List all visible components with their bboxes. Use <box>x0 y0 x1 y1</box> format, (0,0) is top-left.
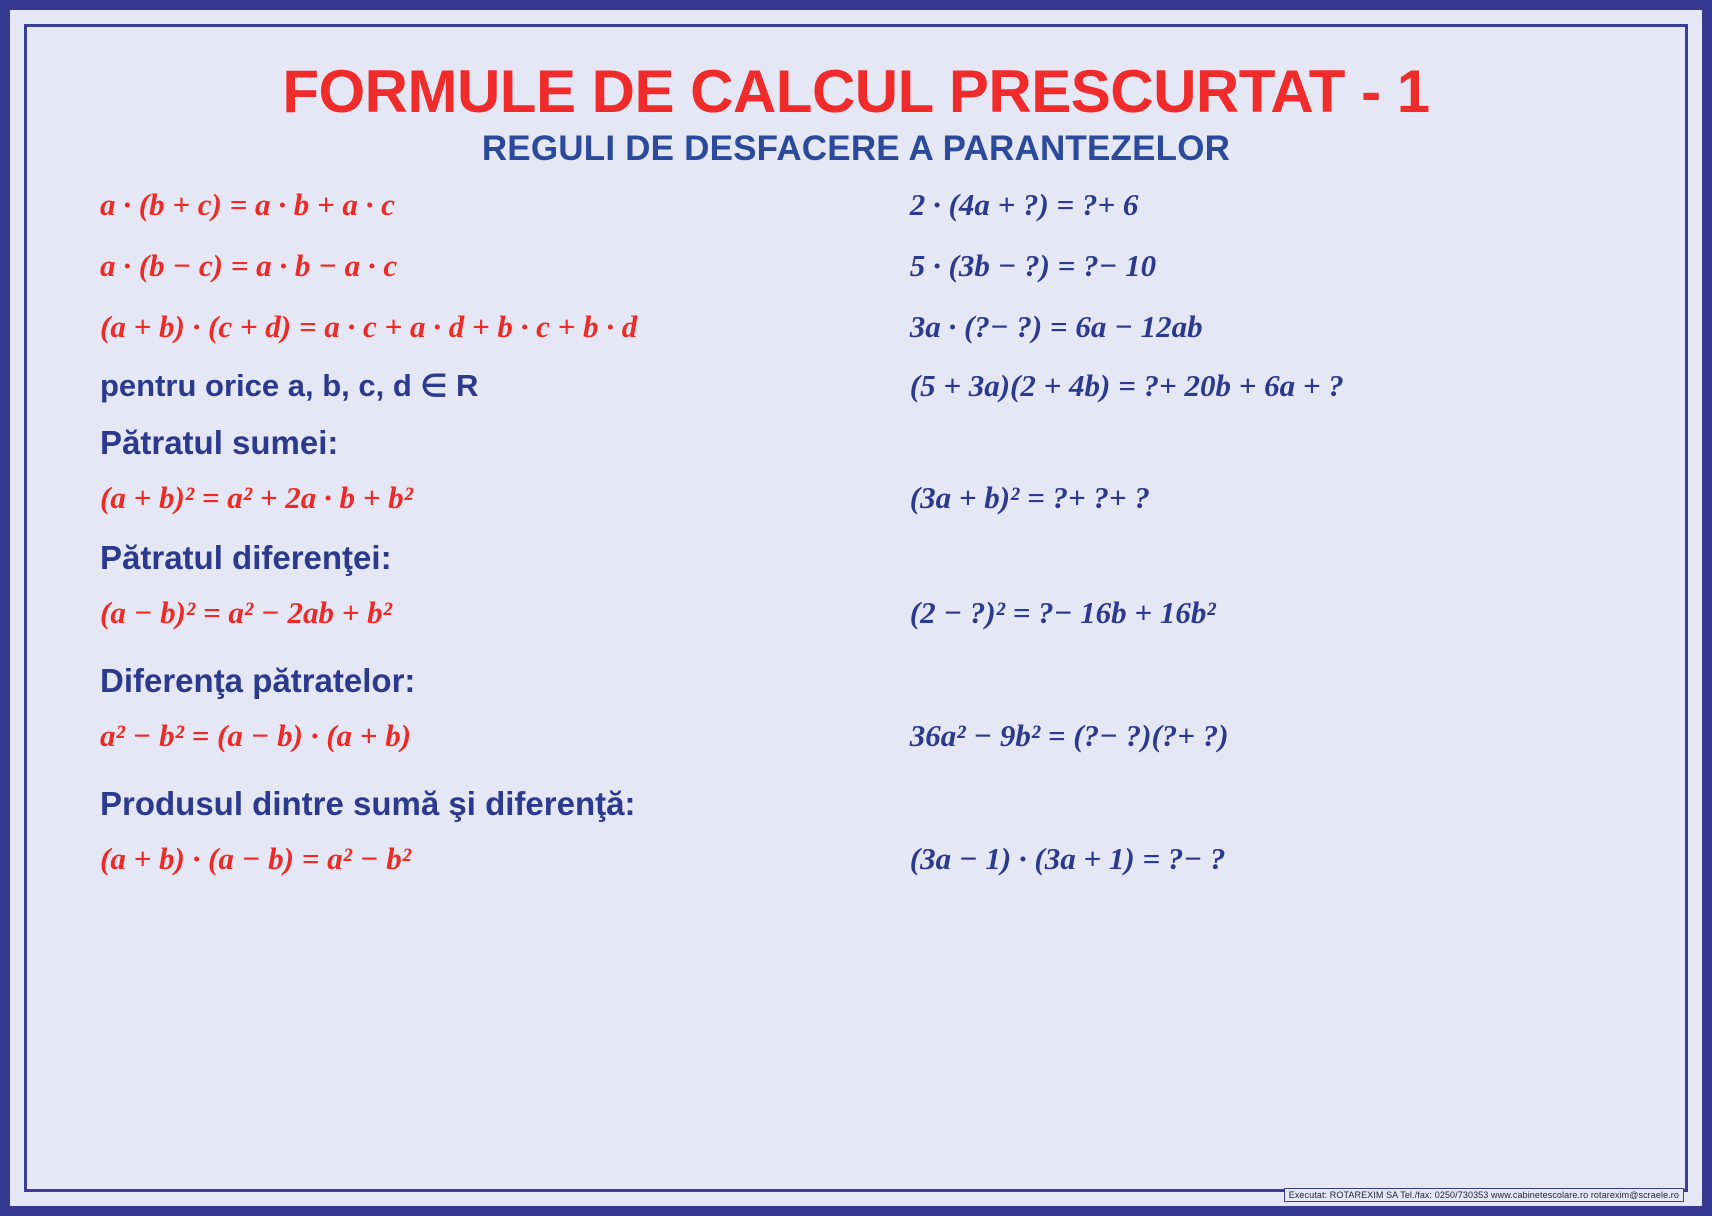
condition-text: pentru orice a, b, c, d ∈ R <box>100 368 479 403</box>
formula-row <box>62 311 1650 342</box>
condition-row <box>62 368 1650 404</box>
formula-row <box>62 250 1650 281</box>
formula-cell-right <box>888 250 1650 281</box>
formula-cell-left <box>62 597 888 628</box>
formula-cell-left <box>62 482 888 513</box>
formula-text: (a − b)² = a² − 2ab + b² <box>100 595 392 630</box>
formula-text: a² − b² = (a − b) · (a + b) <box>100 718 412 753</box>
exercise-text: 5 · (3b − ?) = ?− 10 <box>909 248 1157 283</box>
formula-cell-left <box>62 843 888 874</box>
section-heading: Pătratul diferenţei: <box>100 539 392 576</box>
spacer <box>62 342 1650 368</box>
formula-cell-right <box>888 843 1650 874</box>
section-heading-cell <box>62 424 888 462</box>
exercise-text: 36a² − 9b² = (?− ?)(?+ ?) <box>909 718 1229 753</box>
formula-text: (a + b) · (c + d) = a · c + a · d + b · c + b · d <box>100 309 638 344</box>
section-heading-row <box>62 424 1650 462</box>
page-title: FORMULE DE CALCUL PRESCURTAT - 1 <box>282 58 1430 125</box>
formula-row <box>62 720 1650 751</box>
spacer <box>62 577 1650 597</box>
formula-cell-right <box>888 189 1650 220</box>
section-heading-cell <box>62 785 888 823</box>
formula-cell-left <box>62 311 888 342</box>
poster-content <box>10 10 1702 1206</box>
section-heading-cell <box>62 662 888 700</box>
section-heading: Diferenţa pătratelor: <box>100 662 416 699</box>
spacer <box>62 281 1650 311</box>
spacer <box>62 220 1650 250</box>
spacer <box>62 462 1650 482</box>
formula-cell-left <box>62 189 888 220</box>
exercise-text: 3a · (?− ?) = 6a − 12ab <box>909 309 1203 344</box>
formula-cell-left <box>62 250 888 281</box>
condition-cell <box>62 368 888 404</box>
formula-row <box>62 189 1650 220</box>
section-heading-row <box>62 662 1650 700</box>
exercise-text: 2 · (4a + ?) = ?+ 6 <box>909 187 1139 222</box>
formula-text: (a + b)² = a² + 2a · b + b² <box>100 480 413 515</box>
formula-grid <box>62 189 1650 874</box>
section-heading-row <box>62 785 1650 823</box>
section-heading: Pătratul sumei: <box>100 424 339 461</box>
section-heading-row <box>62 539 1650 577</box>
spacer <box>62 513 1650 539</box>
section-heading: Produsul dintre sumă şi diferenţă: <box>100 785 636 822</box>
formula-cell-left <box>62 720 888 751</box>
exercise-text: (5 + 3a)(2 + 4b) = ?+ 20b + 6a + ? <box>909 368 1344 403</box>
formula-row <box>62 843 1650 874</box>
formula-cell-right <box>888 720 1650 751</box>
spacer <box>62 751 1650 785</box>
exercise-text: (3a + b)² = ?+ ?+ ? <box>909 480 1150 515</box>
formula-row <box>62 597 1650 628</box>
formula-cell-right <box>888 482 1650 513</box>
exercise-text: (2 − ?)² = ?− 16b + 16b² <box>909 595 1216 630</box>
page-subtitle: REGULI DE DESFACERE A PARANTEZELOR <box>481 129 1231 168</box>
formula-cell-right <box>888 597 1650 628</box>
formula-row <box>62 482 1650 513</box>
spacer <box>62 700 1650 720</box>
spacer <box>62 404 1650 424</box>
formula-cell-right <box>888 311 1650 342</box>
formula-cell-right <box>888 370 1650 401</box>
publisher-credit: Executat: ROTAREXIM SA Tel./fax: 0250/730353 www.cabinetescolare.ro rotarexim@scraele.ro <box>1284 1188 1684 1202</box>
formula-text: (a + b) · (a − b) = a² − b² <box>100 841 412 876</box>
section-heading-cell <box>62 539 888 577</box>
spacer <box>62 628 1650 662</box>
formula-text: a · (b − c) = a · b − a · c <box>100 248 398 283</box>
spacer <box>62 823 1650 843</box>
formula-text: a · (b + c) = a · b + a · c <box>100 187 395 222</box>
exercise-text: (3a − 1) · (3a + 1) = ?− ? <box>909 841 1226 876</box>
